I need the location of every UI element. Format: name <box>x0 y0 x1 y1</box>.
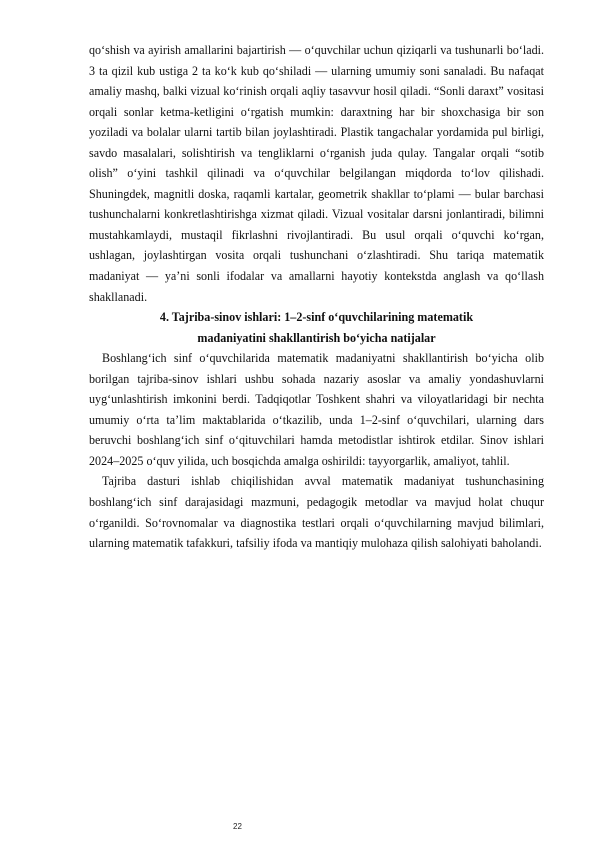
section-heading <box>89 307 544 348</box>
section-heading-line: madaniyatini shakllantirish bo‘yicha natijalar <box>197 330 436 345</box>
page-number: 22 <box>233 822 242 831</box>
body-paragraph: Tajriba dasturi ishlab chiqilishidan avval matematik madaniyat tushunchasining boshlang‘ich sinf darajasidagi mazmuni, pedagogik metodlar va mavjud holat chuqur o‘rganildi. So‘rovnomalar va diagnostika testlari orqali o‘quvchilarning mavjud bilimlari, ularning matematik tafakkuri, tafsiliy ifoda va mantiqiy mulohaza qilish salohiyati baholandi. <box>89 474 544 551</box>
body-paragraph: Boshlang‘ich sinf o‘quvchilarida matematik madaniyatni shakllantirish bo‘yicha olib borilgan tajriba-sinov ishlari ushbu sohada nazariy asoslar va amaliy yondashuvlarni uyg‘unlashtirish imkonini berdi. Tadqiqotlar Toshkent shahri va viloyatlaridagi bir nechta umumiy o‘rta ta’lim maktablarida o‘tkazilib, unda 1–2-sinf o‘quvchilari, ularning dars beruvchi boshlang‘ich sinf o‘qituvchilari hamda metodistlar ishtirok etdilar. Sinov ishlari 2024–2025 o‘quv yilida, uch bosqichda amalga oshirildi: tayyorgarlik, amaliyot, tahlil. <box>89 351 544 468</box>
document-page <box>89 40 544 554</box>
body-paragraph: qo‘shish va ayirish amallarini bajartirish — o‘quvchilar uchun qiziqarli va tushunarli bo‘ladi. 3 ta qizil kub ustiga 2 ta ko‘k kub qo‘shiladi — ularning umumiy soni sanaladi. Bu nafaqat amaliy mashq, balki vizual ko‘rinish orqali aqliy tasavvur hosil qiladi. “Sonli daraxt” vositasi orqali sonlar ketma-ketligini o‘rgatish mumkin: daraxtning har bir shoxchasiga bir son yoziladi va bolalar ularni tartib bilan joylashtiradi. Plastik tangachalar yordamida pul birligi, savdo masalalari, solishtirish va tengliklarni o‘rganish juda qulay. Tangalar orqali “sotib olish” o‘yini tashkil qilinadi va o‘quvchilar belgilangan miqdorda to‘lov qilishadi. Shuningdek, magnitli doska, raqamli kartalar, geometrik shakllar to‘plami — bular barchasi tushunchalarni konkretlashtirishga xizmat qiladi. Vizual vositalar darsni jonlantiradi, bilimni mustahkamlaydi, mustaqil fikrlashni rivojlantiradi. Bu usul orqali o‘quvchi ko‘rgan, ushlagan, joylashtirgan vosita orqali tushunchani o‘zlashtiradi. Shu tariqa matematik madaniyat — ya’ni sonli ifodalar va amallarni hayotiy kontekstda anglash va qo‘llash shakllanadi. <box>89 43 544 304</box>
section-heading-line: 4. Tajriba-sinov ishlari: 1–2-sinf o‘quvchilarining matematik <box>159 310 474 325</box>
